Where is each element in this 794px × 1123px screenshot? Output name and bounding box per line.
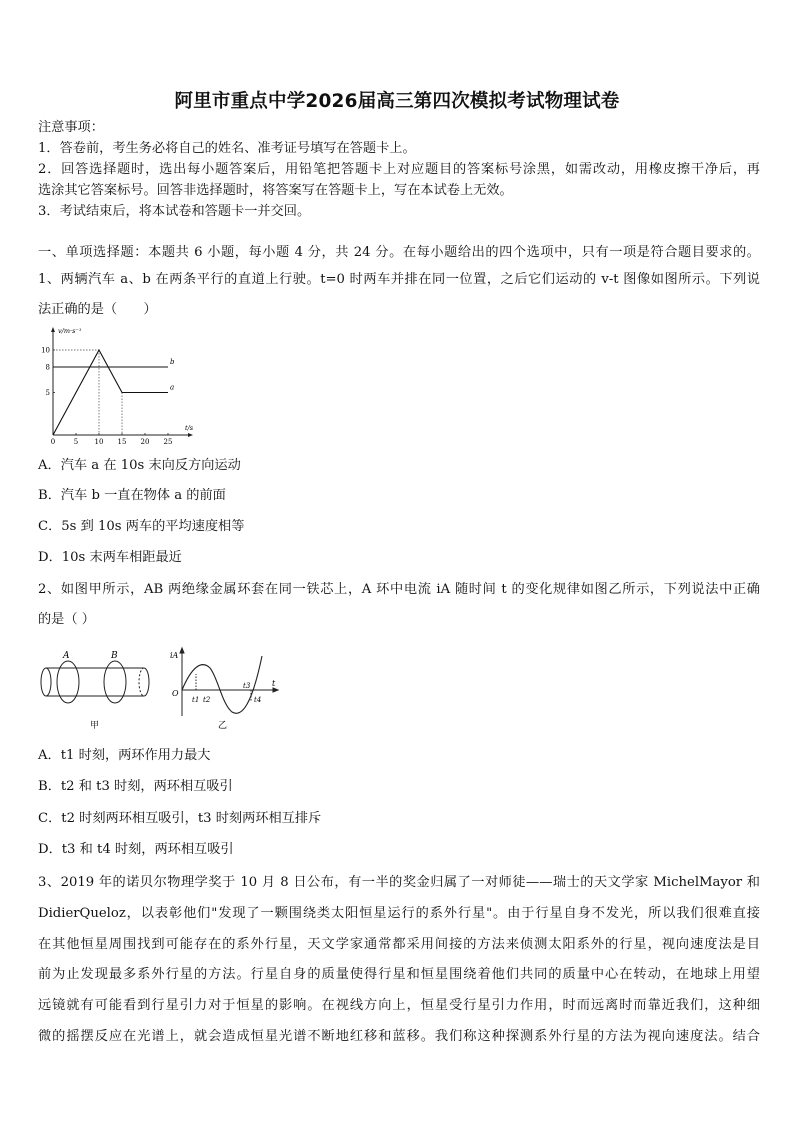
x-axis-label: t/s bbox=[185, 424, 194, 432]
figure-caption: 甲 bbox=[90, 721, 100, 731]
q1-vt-chart bbox=[36, 326, 196, 450]
iron-core-right-end bbox=[139, 668, 144, 696]
figure-caption: 乙 bbox=[218, 721, 228, 731]
series-b-label: b bbox=[170, 358, 175, 366]
x-tick-label: 25 bbox=[163, 438, 173, 446]
page-title: 阿里市重点中学2026届高三第四次模拟考试物理试卷 bbox=[174, 91, 620, 112]
notice-item: 3．考试结束后，将本试卷和答题卡一并交回。 bbox=[38, 204, 311, 219]
origin-label: O bbox=[172, 689, 179, 698]
q2-figure-jia bbox=[38, 646, 153, 732]
notice-item: 1．答卷前，考生务必将自己的姓名、准考证号填写在答题卡上。 bbox=[38, 141, 416, 156]
q2-figure-yi bbox=[166, 646, 284, 732]
q2-option-b: B．t2 和 t3 时刻，两环相互吸引 bbox=[38, 779, 233, 794]
ring-a-label: A bbox=[63, 651, 70, 661]
q3-text-line: 微的摇摆反应在光谱上，就会造成恒星光谱不断地红移和蓝移。我们称这种探测系外行星的方法为视向速度法。结合 bbox=[38, 1029, 760, 1044]
q2-option-d: D．t3 和 t4 时刻，两环相互吸引 bbox=[38, 842, 234, 857]
iron-core bbox=[46, 668, 149, 696]
q3-text-line: 远镜就有可能看到行星引力对于恒星的影响。在视线方向上，恒星受行星引力作用，时而远离时而靠近我们，这种细 bbox=[38, 998, 760, 1013]
x-tick-label: 5 bbox=[73, 438, 79, 446]
y-tick-label: 5 bbox=[45, 389, 50, 397]
y-axis-arrow bbox=[180, 648, 184, 653]
q2-option-c: C．t2 时刻两环相互吸引，t3 时刻两环相互排斥 bbox=[38, 811, 322, 826]
t1-label: t1 bbox=[192, 696, 200, 704]
x-axis-arrow bbox=[273, 688, 278, 692]
q1-option-c: C．5s 到 10s 两车的平均速度相等 bbox=[38, 519, 245, 534]
y-axis-arrow bbox=[51, 327, 55, 332]
y-axis-label: iA bbox=[170, 651, 179, 660]
notice-heading: 注意事项： bbox=[38, 120, 104, 135]
x-tick-label: 20 bbox=[140, 438, 150, 446]
t3-label: t3 bbox=[243, 682, 251, 690]
q3-text-line: 前为止发现最多系外行星的方法。行星自身的质量使得行星和恒星围绕着他们共同的质量中心在转动，在地球上用望 bbox=[38, 967, 760, 982]
t2-label: t2 bbox=[203, 696, 211, 704]
q1-stem: 1、两辆汽车 a、b 在两条平行的直道上行驶。t=0 时两车并排在同一位置，之后它们运动的 v-t 图像如图所示。下列说 bbox=[38, 272, 760, 287]
series-a-label: a bbox=[170, 383, 175, 392]
x-tick-label: 0 bbox=[50, 438, 56, 446]
y-tick-label: 10 bbox=[41, 346, 50, 355]
q1-stem: 法正确的是（ ） bbox=[38, 302, 157, 317]
q3-text-line: 3、2019 年的诺贝尔物理学奖于 10 月 8 日公布，有一半的奖金归属了一对师徒——瑞士的天文学家 MichelMayor 和 bbox=[38, 875, 760, 890]
notice-item: 选涂其它答案标号。回答非选择题时，将答案写在答题卡上，写在本试卷上无效。 bbox=[38, 183, 513, 198]
q3-text-line: 在其他恒星周围找到可能存在的系外行星，天文学家通常都采用间接的方法来侦测太阳系外的行星，视向速度法是目 bbox=[38, 937, 760, 952]
y-tick-label: 8 bbox=[45, 363, 50, 372]
q2-stem: 2、如图甲所示，AB 两绝缘金属环套在同一铁芯上，A 环中电流 iA 随时间 t 的变化规律如图乙所示，下列说法中正确 bbox=[38, 582, 760, 597]
q3-text-line: DidierQueloz，以表彰他们"发现了一颗围绕类太阳恒星运行的系外行星"。由于行星自身不发光，所以我们很难直接 bbox=[38, 906, 760, 921]
q2-stem: 的是（ ） bbox=[38, 612, 95, 627]
q1-option-a: A．汽车 a 在 10s 末向反方向运动 bbox=[38, 458, 241, 473]
q2-option-a: A．t1 时刻，两环作用力最大 bbox=[38, 748, 211, 763]
x-axis-arrow bbox=[188, 433, 193, 437]
ring-b-label: B bbox=[111, 651, 118, 661]
iron-core-end bbox=[41, 668, 51, 696]
notice-item: 2．回答选择题时，选出每小题答案后，用铅笔把答题卡上对应题目的答案标号涂黑，如需改动，用橡皮擦干净后，再 bbox=[38, 162, 760, 177]
x-tick-label: 15 bbox=[117, 438, 127, 446]
q1-option-b: B．汽车 b 一直在物体 a 的前面 bbox=[38, 488, 226, 503]
q1-option-d: D．10s 末两车相距最近 bbox=[38, 550, 182, 565]
section-heading: 一、单项选择题：本题共 6 小题，每小题 4 分，共 24 分。在每小题给出的四个选项中，只有一项是符合题目要求的。 bbox=[38, 245, 760, 260]
x-tick-label: 10 bbox=[94, 438, 104, 446]
y-axis-label: v/m·s⁻¹ bbox=[58, 327, 82, 335]
t4-label: t4 bbox=[254, 696, 262, 704]
series-a-line bbox=[53, 350, 168, 435]
x-axis-label: t bbox=[272, 679, 276, 688]
ring-a bbox=[57, 661, 79, 703]
ring-b bbox=[104, 661, 126, 703]
